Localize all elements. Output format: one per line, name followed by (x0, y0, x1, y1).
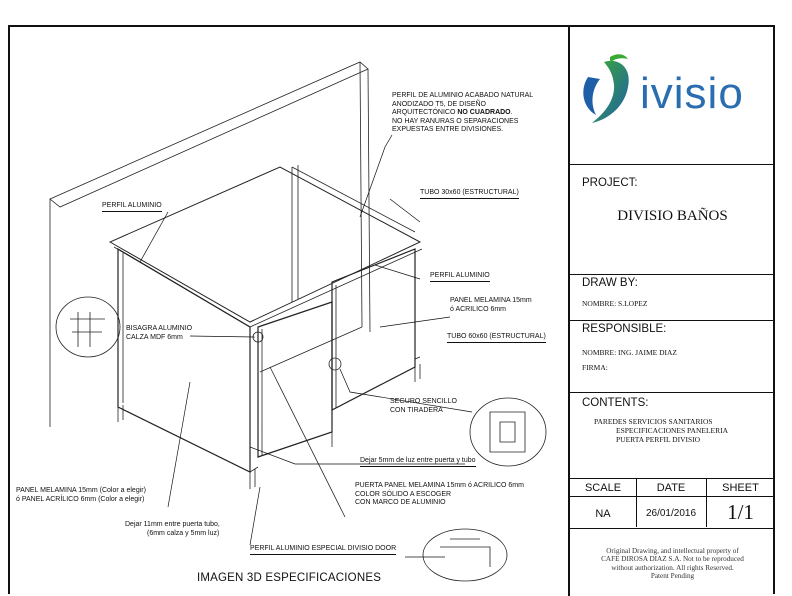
tube-30x60-label: TUBO 30x60 (ESTRUCTURAL) (420, 189, 519, 199)
project-label: PROJECT: (582, 177, 638, 189)
annotation-line: ó ACRILICO 6mm (450, 305, 507, 313)
aluminum-profile-right-label: PERFIL ALUMINIO (430, 272, 490, 282)
annotation-text: ARQUITECTÓNICO (392, 109, 458, 116)
contents-item: PUERTA PERFIL DIVISIO (616, 435, 701, 444)
sheet-value: 1/1 (727, 500, 754, 524)
lock-note (390, 398, 457, 415)
contents-item: PAREDES SERVICIOS SANITARIOS (594, 417, 713, 426)
annotation-text: . (510, 109, 513, 116)
project-name: DIVISIO BAÑOS (617, 208, 728, 224)
aluminum-profile-note (392, 92, 533, 135)
notice-line: without authorization. All rights Reserved. (611, 563, 734, 572)
drawing-title: IMAGEN 3D ESPECIFICACIONES (196, 572, 382, 584)
scale-value: NA (595, 508, 611, 520)
annotation-line: EXPUESTAS ENTRE DIVISIONES. (392, 126, 504, 133)
gap-5mm-note: Dejar 5mm de luz entre puerta y tubo (360, 457, 476, 467)
drawing-sheet (8, 25, 775, 594)
draw-by-cell (570, 275, 775, 321)
annotation-line: PANEL MELAMINA 15mm (Color a elegir) (16, 487, 146, 494)
annotation-bold-text: NO CUADRADO (457, 109, 511, 116)
door-note (355, 482, 524, 508)
annotation-line: CON TIRADERA (390, 406, 443, 414)
responsible-label: RESPONSIBLE: (582, 323, 667, 335)
logo-wordmark: ivisio (640, 69, 744, 118)
project-cell (570, 165, 775, 275)
annotation-line: ANODIZADO T5, DE DISEÑO (392, 100, 486, 108)
sheet-label: SHEET (722, 482, 759, 494)
annotation-line: ó PANEL ACRÍLICO 6mm (Color a elegir) (16, 495, 145, 503)
notice-line: CAFE DIROSA DIAZ S.A. Not to be reproduced (601, 555, 744, 564)
annotation-line: (6mm calza y 5mm luz) (147, 529, 220, 537)
logo-cell (570, 27, 775, 165)
tube-60x60-label: TUBO 60x60 (ESTRUCTURAL) (447, 333, 546, 343)
annotation-line: CALZA MDF 6mm (126, 333, 183, 341)
annotation-line: SEGURO SENCILLO (390, 398, 457, 405)
drawing-area (10, 27, 568, 596)
annotation-line: PUERTA PANEL MELAMINA 15mm ó ACRILICO 6mm (355, 482, 524, 489)
gap-11mm-note (125, 521, 220, 538)
date-label: DATE (656, 482, 686, 494)
annotation-line: CON MARCO DE ALUMINIO (355, 499, 446, 506)
draw-by-label: DRAW BY: (582, 277, 638, 289)
scale-date-sheet-cell (570, 479, 775, 529)
draw-by-name: NOMBRE: S.LOPEZ (582, 299, 648, 308)
door-profile-label: PERFIL ALUMINIO ESPECIAL DIVISIO DOOR (250, 545, 396, 555)
contents-label: CONTENTS: (582, 397, 649, 409)
panel-color-note (16, 487, 146, 504)
contents-item: ESPECIFICACIONES PANELERIA (616, 426, 729, 435)
signature-label: FIRMA: (582, 363, 608, 372)
aluminum-profile-left-label: PERFIL ALUMINIO (102, 202, 162, 212)
contents-cell (570, 393, 775, 479)
responsible-name: NOMBRE: ING. JAIME DIAZ (582, 348, 677, 357)
copyright-notice (570, 547, 775, 580)
panel-material-note (450, 297, 532, 314)
annotation-line: Dejar 11mm entre puerta tubo, (125, 521, 220, 528)
annotation-line: COLOR SÓLIDO A ESCOGER (355, 490, 452, 498)
notice-line: Original Drawing, and intellectual property of (606, 547, 739, 555)
title-block (568, 27, 775, 596)
date-value: 26/01/2016 (645, 508, 697, 519)
contents-list (594, 417, 728, 444)
annotation-line: BISAGRA ALUMINIO (126, 325, 193, 332)
annotation-line (392, 109, 533, 118)
hinge-note (126, 325, 192, 342)
scale-label: SCALE (584, 482, 622, 494)
annotation-line: NO HAY RANURAS O SEPARACIONES (392, 117, 519, 125)
annotation-line: PANEL MELAMINA 15mm (450, 297, 532, 304)
annotation-line: PERFIL DE ALUMINIO ACABADO NATURAL (392, 92, 534, 99)
notice-line: Patent Pending (650, 571, 695, 580)
responsible-cell (570, 321, 775, 393)
